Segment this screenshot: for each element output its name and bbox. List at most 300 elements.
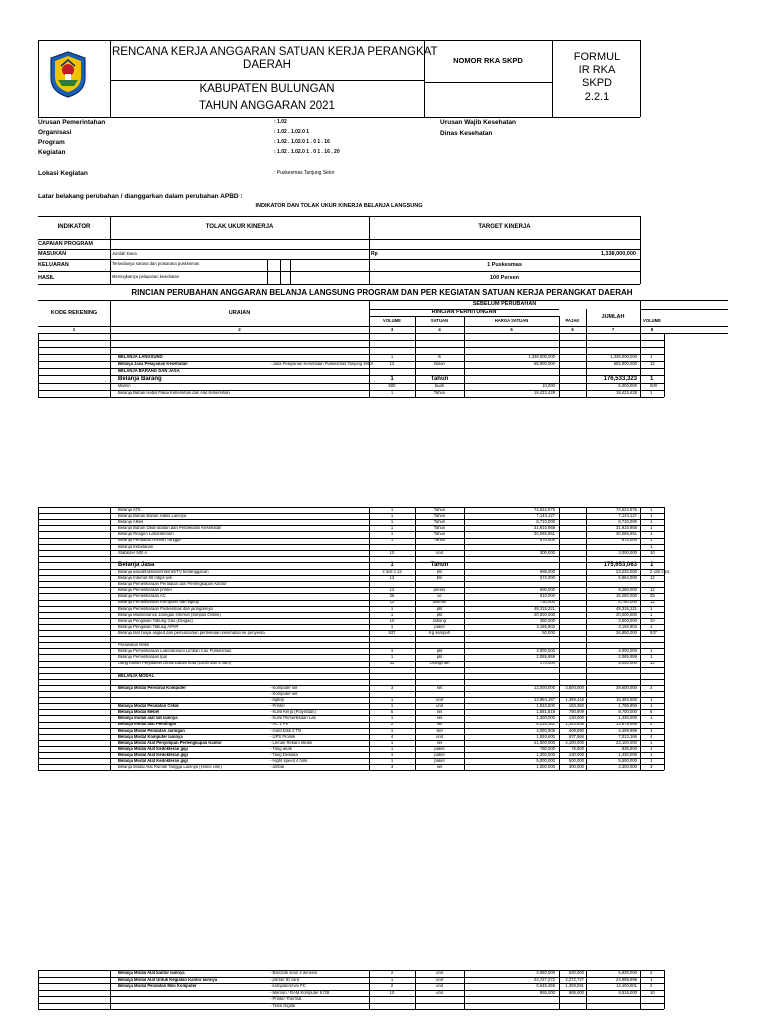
table-row-uraian: Belanja ATK [118, 506, 141, 512]
table-row-volume: 1 [390, 976, 394, 982]
table-row-volume: 1 [390, 605, 394, 611]
table-row-line [38, 347, 664, 348]
table-row-jumlah: 15,250,000 [616, 593, 637, 599]
table-row-pajak: 2,100,000 [565, 739, 584, 745]
table-row-line [38, 722, 664, 723]
table-row-line [38, 519, 664, 520]
table-row-jumlah: 8,760,000 [618, 599, 637, 605]
table-row-satuan: unit [436, 989, 443, 995]
table-row-uraian: Belanja Modal Peralatan Jaringan [118, 727, 185, 733]
indikator-row-label: MASUKAN [38, 251, 67, 257]
rincian-title: RINCIAN PERUBAHAN ANGGARAN BELANJA LANGSUNG PROGRAM DAN PER KEGIATAN SATUAN KERJA PERANGKAT DAERAH [131, 288, 633, 297]
table-row-line [38, 685, 664, 686]
table-row-note: - printer ID card [270, 976, 300, 982]
table-row-volume2: 2 [650, 721, 653, 727]
info-code-kegiatan: : 1.02 . 1.02.0 1 . 0 1 . 16 . 20 [274, 149, 340, 155]
table-row-harga: 74,522,975 [534, 506, 555, 512]
table-row-jumlah: 5,830,000 [618, 970, 637, 976]
table-row-line [38, 636, 664, 637]
table-col-line [38, 333, 39, 397]
table-row-jumlah: 5,440,000 [618, 660, 637, 666]
table-row-jumlah: 8,280,000 [618, 587, 637, 593]
table-row-satuan: Tahun [433, 519, 446, 525]
table-row-harga: 750,000 [539, 745, 555, 751]
table-row-uraian: Belanja Barang [118, 376, 162, 382]
table-row-line [38, 562, 664, 563]
table-row-satuan: unit/thn [432, 599, 447, 605]
table-row-uraian: BELANJA LANGSUNG [118, 354, 163, 360]
table-row-satuan: Orang/hari [429, 660, 450, 666]
table-col-line [110, 970, 111, 1009]
formulir-line2: IR RKA [578, 64, 616, 76]
table-row-volume2: 1 [650, 751, 653, 757]
table-col-line [559, 333, 560, 397]
table-row-note: - UPS Prolink [270, 733, 296, 739]
table-row-note: - Hard Disk 2 TB [270, 727, 301, 733]
table-row-harga: 20,000,000 [534, 611, 555, 617]
table-row-volume2: 1 [650, 739, 653, 745]
table-row-note: - komputer/mini PC [270, 983, 306, 989]
table-col-line [586, 333, 587, 397]
table-row-satuan: Tahun [433, 531, 446, 537]
table-row-volume2: 1 [650, 697, 653, 703]
table-row-satuan: Tahun [433, 513, 446, 519]
table-row-volume: 1 [390, 537, 394, 543]
table-row-harga: 1,338,000,000 [528, 354, 555, 360]
table-row-jumlah: 4,499,999 [618, 727, 637, 733]
formulir-line4: 2.2.1 [584, 91, 610, 103]
table-row-line [38, 361, 664, 362]
table-row-jumlah: 3,155,903 [618, 623, 637, 629]
table-row-harga: 18,423,428 [534, 390, 555, 396]
table-row-jumlah: 3,500,000 [618, 617, 637, 623]
table-row-jumlah: 26,850,000 [616, 629, 637, 635]
table-row-volume2: 2 unit x 12 [650, 568, 670, 574]
table-row-harga: 6,545,455 [536, 983, 555, 989]
col-number: 8 [650, 327, 654, 332]
table-row-line [38, 383, 664, 384]
table-row-uraian: Belanja Modal Alat Kedokteran gigi [118, 758, 188, 764]
table-row-harga: 30,086,851 [534, 531, 555, 537]
table-row-volume2: 12 [650, 599, 655, 605]
table-row-note: - Tensi Digital [270, 1002, 296, 1008]
table-row-volume2: 10 [650, 549, 655, 555]
table-row-satuan: Kg sampah [428, 629, 451, 635]
table-row-satuan: set [436, 721, 443, 727]
table-row-jumlah: 1,796,850 [618, 703, 637, 709]
table-row-uraian: Belanja Modal Alat Untuk Kegiatan Kantor lainnya [118, 976, 218, 982]
table-row-jumlah: 6,710,000 [618, 519, 637, 525]
table-row-jumlah: 15,393,583 [616, 697, 637, 703]
table-row-uraian: Belanja tarif biaya angkut dan pemusnahan perbekalan kesehatan ke penyedia [118, 629, 265, 635]
table-row-note: - Jasa Pelayanan Kesehatan Puskesmas Tanjung Selor [270, 361, 374, 367]
table-row-uraian: Belanja Jasa Pelayanan Kesehatan [118, 361, 188, 367]
table-row-volume2: 1 [650, 654, 653, 660]
table-row-uraian: Belanja Modal Alat kantor lainnya [118, 970, 185, 976]
table-row-line [38, 513, 664, 514]
table-row-jumlah: 1,338,000,000 [610, 354, 637, 360]
formulir-line3: SKPD [582, 77, 612, 89]
table-row-uraian: Belanja Modal Peralatan Mini Komputer [118, 983, 197, 989]
table-row-harga: 1,581,819 [536, 709, 555, 715]
indikator-target: 1,338,000,000 [600, 251, 636, 257]
table-row-volume: 1 [390, 513, 394, 519]
table-col-line [369, 970, 370, 1009]
table-row-uraian: Belanja kawat/faksimili/internet/TV berlangganan [118, 568, 209, 574]
table-row-line [38, 368, 664, 369]
kode-rekening-header: KODE REKENING [50, 310, 98, 316]
table-row-volume: 1 [390, 697, 394, 703]
table-row-line [38, 703, 664, 704]
table-row-line [38, 544, 664, 545]
table-row-uraian: Belanja Pemeliharaan Puskesmas dan jaringannya [118, 605, 213, 611]
table-row-volume2: 1 [650, 390, 653, 396]
table-row-harga: 3,155,903 [536, 623, 555, 629]
table-row-satuan: Tahun [433, 390, 446, 396]
table-row-line [38, 648, 664, 649]
table-row-jumlah: 825,600 [621, 745, 637, 751]
table-row-note: - Kursi Kerja (Polyrattan) [270, 709, 316, 715]
table-row-volume: 10 [389, 617, 395, 623]
table-row-jumlah: 13,679,998 [616, 721, 637, 727]
table-row-line [38, 661, 664, 662]
table-row-volume2: 3 [650, 684, 653, 690]
table-row-line [38, 697, 664, 698]
table-row-line [38, 715, 664, 716]
table-row-volume: 2 [390, 721, 394, 727]
header-title-line2: DAERAH [243, 59, 291, 71]
table-row-jumlah: 18,423,428 [616, 390, 637, 396]
table-row-volume: 10 [389, 989, 395, 995]
table-row-line [38, 612, 664, 613]
table-col-line [38, 507, 39, 770]
table-row-line [38, 740, 664, 741]
table-row-line [38, 746, 664, 747]
table-row-harga: 350,000 [539, 617, 555, 623]
table-row-satuan: pkt [436, 654, 443, 660]
col-number: 2 [238, 327, 241, 332]
table-row-volume: 1 [390, 751, 394, 757]
table-row-harga: 21,000,000 [534, 739, 555, 745]
table-row-jumlah: 5,000,000 [618, 383, 637, 389]
table-row-line [38, 1003, 664, 1004]
table-row-volume: 10 [389, 549, 395, 555]
formulir-line1: FORMUL [573, 51, 621, 63]
table-row-pajak: 130,000 [568, 751, 584, 757]
table-row-harga: 1,300,000 [536, 751, 555, 757]
table-row-pajak: 3,600,000 [565, 684, 584, 690]
table-row-harga: 66,900,000 [534, 361, 555, 367]
table-row-uraian: Belanja Bahan Bahan Habis Lainnya [118, 513, 187, 519]
table-col-line [415, 507, 416, 770]
table-col-line [586, 507, 587, 770]
table-row-pajak: 75,600 [571, 745, 584, 751]
table-row-volume2: 1 [650, 376, 654, 382]
table-col-line [640, 970, 641, 1009]
table-row-pajak: 163,350 [568, 703, 584, 709]
col-number: 4 [438, 327, 441, 332]
table-row-volume2: 1 [650, 745, 653, 751]
table-row-harga: 7,144,127 [536, 513, 555, 519]
table-row-pajak: 1,243,636 [565, 721, 584, 727]
table-row-volume2: 1 [650, 976, 653, 982]
table-row-volume2: 1 [650, 703, 653, 709]
table-row-satuan: set [436, 739, 443, 745]
table-row-uraian: Belanja Modal Alat Penyimpan Perlengkapan Kantor [118, 739, 222, 745]
satuan-header: SATUAN [430, 318, 449, 323]
table-row-satuan: unit [436, 970, 443, 976]
indikator-tolak: Meningkatnya pelayanan kesehatan [112, 274, 180, 279]
table-row-harga: 2,650,000 [536, 970, 555, 976]
table-row-note: - Tang Dewasa [270, 751, 298, 757]
table-row-line [38, 340, 664, 341]
table-row-satuan: paket [434, 751, 445, 757]
table-row-uraian: Belanja Internet 50 mbps wifi [118, 575, 172, 581]
header-tahun: TAHUN ANGGARAN 2021 [199, 100, 335, 112]
table-row-line [38, 575, 664, 576]
table-row-harga: 13,994,167 [534, 697, 555, 703]
table-row-pajak: 1,399,416 [565, 697, 584, 703]
table-row-satuan: unit [436, 703, 443, 709]
table-row-uraian: Uang harian Perjalanan Dinas Dalam kota (Lebih dari 8 Jam) [118, 660, 232, 666]
table-row-volume2: 1 [650, 727, 653, 733]
table-row-jumlah: 3,300,000 [618, 764, 637, 770]
table-row-line [38, 752, 664, 753]
table-row-line [38, 667, 664, 668]
table-row-harga: 2,065,959 [536, 654, 555, 660]
table-row-uraian: Belanja Kebidanan [118, 543, 154, 549]
table-row-volume: 1 [390, 376, 394, 382]
table-row-volume2: 537 [650, 629, 657, 635]
harga-satuan-header: HARGA SATUAN [494, 318, 529, 323]
table-col-line [464, 507, 465, 770]
table-row-line [38, 673, 664, 674]
indikator-rp-prefix: Rp [371, 251, 378, 257]
table-row-satuan: Tahun [430, 562, 449, 569]
col-number: 6 [571, 327, 574, 332]
table-row-harga: 6,710,000 [536, 519, 555, 525]
pajak-header: PAJAK [565, 318, 580, 323]
table-row-jumlah: 2,065,959 [618, 654, 637, 660]
table-row-uraian: Belanja Bahan Obat-obatan dan Perbekalan Kesehatan [118, 525, 222, 531]
table-row-harga: 22,727,272 [534, 976, 555, 982]
table-row-volume: 1 [390, 758, 394, 764]
table-row-harga: 1,300,000 [536, 715, 555, 721]
table-row-satuan: unit [436, 983, 443, 989]
table-row-line [38, 525, 664, 526]
table-row-satuan: Bulan [434, 361, 445, 367]
table-row-uraian: Mamin [118, 383, 131, 389]
table-row-note: - Memori / RAM Komputer 8 GB [270, 989, 330, 995]
table-row-uraian: Belanja Modal Komputer lainnya [118, 733, 183, 739]
table-row-satuan: set [436, 715, 443, 721]
table-row-pajak: 865,000 [568, 989, 584, 995]
table-row-note: - ambal [270, 764, 284, 770]
table-row-harga: 610,000 [539, 593, 555, 599]
indikator-row-label: CAPAIAN PROGRAM [38, 241, 93, 247]
table-row-uraian: Stabilizer 500 A [118, 549, 148, 555]
table-row-jumlah: 7,013,166 [618, 733, 637, 739]
table-row-harga: 31,915,958 [534, 525, 555, 531]
table-row-volume: 32 [389, 660, 395, 666]
table-row-note: - Lemari Rekam Medik [270, 739, 313, 745]
table-row-line [38, 556, 664, 557]
table-row-line [38, 654, 664, 655]
table-row-volume2: 10 [650, 989, 655, 995]
table-row-uraian: Belanja modal alat lab lainnya [118, 715, 178, 721]
table-row-satuan: set [436, 764, 443, 770]
table-row-volume: 1 [390, 648, 394, 654]
table-row-jumlah: 5,500,000 [618, 758, 637, 764]
table-row-jumlah: 20,000,000 [616, 611, 637, 617]
table-row-volume: 500 [388, 383, 396, 389]
table-row-volume2: 12 [650, 575, 655, 581]
table-row-volume: 1 [390, 531, 394, 537]
table-row-harga: 690,000 [539, 587, 555, 593]
table-row-satuan: unit [436, 976, 443, 982]
table-row-line [38, 630, 664, 631]
table-col-line [415, 970, 416, 1009]
table-row-jumlah: 8,700,000 [618, 709, 637, 715]
table-row-volume: 2 unit x 12 [382, 568, 402, 574]
table-row-line [38, 550, 664, 551]
table-row-line [38, 764, 664, 765]
table-row-volume: 2 [390, 970, 394, 976]
table-row-satuan: bln [436, 568, 443, 574]
table-row-note: - Kursi Pemeriksaan Lab [270, 715, 316, 721]
table-row-uraian: Belanja Pemeliharaan Ipal [118, 654, 167, 660]
table-row-uraian: Belanja Maintenance Jaringan Internet (Simpus Online) [118, 611, 221, 617]
table-row-volume: 1 [390, 354, 394, 360]
table-row-note: - Printer Thermal [270, 996, 302, 1002]
header-title-line1: RENCANA KERJA ANGGARAN SATUAN KERJA PERANGKAT [112, 46, 438, 58]
table-row-pajak: 409,090 [568, 727, 584, 733]
table-row-volume2: 1 [650, 513, 653, 519]
table-row-satuan: set [436, 709, 443, 715]
table-row-harga: 730,000 [539, 599, 555, 605]
table-row-satuan: Tahun [433, 537, 446, 543]
table-row-volume: 12 [389, 361, 395, 367]
table-row-uraian: Belanja Pemeliharaan Peralatan dan Perlengkapan Kantor [118, 581, 227, 587]
table-row-line [38, 758, 664, 759]
table-row-line [38, 709, 664, 710]
indikator-target: 100 Persen [489, 275, 520, 281]
table-row-harga: 968,000 [539, 568, 555, 574]
table-row-volume2: 1 [650, 531, 653, 537]
table-row-uraian: Belanja Modal Mebel [118, 709, 160, 715]
table-col-line [464, 970, 465, 1009]
table-row-volume2: 1 [650, 648, 653, 654]
table-row-line [38, 770, 664, 771]
table-row-line [38, 624, 664, 625]
table-row-uraian: Belanja Pengisian Tabung Gas (Divigas) [118, 617, 193, 623]
table-row-jumlah: 48,315,221 [616, 605, 637, 611]
table-row-volume2: 2 [650, 983, 653, 989]
table-col-line [38, 970, 39, 1009]
table-row-jumlah: 30,086,851 [616, 531, 637, 537]
table-row-uraian: BELANJA MODAL [118, 672, 155, 678]
table-row-volume: 1 [390, 562, 394, 569]
table-row-jumlah: 74,522,975 [616, 506, 637, 512]
table-row-satuan: paket [434, 745, 445, 751]
table-row-satuan: set [436, 684, 443, 690]
table-row-uraian: Belanja Modal Alat Kedokteran gigi [118, 751, 188, 757]
table-row-line [38, 996, 664, 997]
table-row-volume: 1 [390, 715, 394, 721]
table-row-line [38, 618, 664, 619]
table-row-jumlah: 670,000 [621, 537, 637, 543]
nomor-rka-label: NOMOR RKA SKPD [453, 56, 523, 65]
latar-belakang-text: Latar belakang perubahan / dianggarkan dalam perubahan APBD : [38, 193, 243, 200]
info-label-urusan: Urusan Pemerintahan [38, 119, 106, 126]
table-row-pajak: 500,000 [568, 758, 584, 764]
table-row-volume2: 1 [650, 611, 653, 617]
table-row-pajak: 530,000 [568, 970, 584, 976]
table-row-volume: 1 [390, 390, 394, 396]
table-row-volume2: 25 [650, 593, 655, 599]
table-row-volume: 1 [390, 739, 394, 745]
table-row-volume: 12 [389, 575, 395, 581]
table-row-satuan: bln [436, 575, 443, 581]
table-row-line [38, 507, 664, 508]
table-row-pajak: 790,909 [568, 709, 584, 715]
table-col-line [664, 507, 665, 770]
table-row-line [38, 600, 664, 601]
table-row-volume2: 1 [650, 543, 653, 549]
table-row-volume: 1 [390, 525, 394, 531]
table-row-line [38, 983, 664, 984]
table-row-satuan: Set [436, 727, 443, 733]
table-row-volume2: 1 [650, 537, 653, 543]
table-row-line [38, 581, 664, 582]
table-row-volume2: 1 [650, 758, 653, 764]
info-urusan-text: Urusan Wajib Kesehatan [440, 119, 516, 126]
table-row-jumlah: 3,000,000 [618, 549, 637, 555]
table-row-volume: 1 [390, 611, 394, 617]
info-lokasi-value: : Puskesmas Tanjung Selor [274, 170, 335, 176]
table-row-volume: 3 [390, 684, 394, 690]
table-row-line [38, 390, 664, 391]
table-row-harga: 5,000,000 [536, 758, 555, 764]
table-row-pajak: 130,000 [568, 715, 584, 721]
table-row-volume2: 2 [650, 970, 653, 976]
table-row-note: - Tang anak [270, 745, 292, 751]
table-row-volume: 1 [390, 623, 394, 629]
table-row-line [38, 691, 664, 692]
table-row-jumlah: 802,800,000 [613, 361, 637, 367]
table-row-satuan: pkt [436, 605, 443, 611]
table-row-note: - Printer [270, 703, 285, 709]
table-row-volume: 3 [390, 764, 394, 770]
table-row-jumlah: 6,864,000 [618, 575, 637, 581]
volume-header: VOLUME [383, 318, 401, 323]
bulungan-crest-logo [48, 50, 88, 98]
table-row-uraian: Perawatan Mobil [118, 642, 150, 648]
info-label-program: Program [38, 139, 65, 146]
table-row-volume2: 1 [650, 525, 653, 531]
table-row-line [38, 990, 664, 991]
table-row-volume2: 1 [650, 506, 653, 512]
table-row-jumlah: 23,232,000 [616, 568, 637, 574]
tolak-ukur-header: TOLAK UKUR KINERJA [205, 224, 274, 230]
table-row-volume2: 4 [650, 733, 653, 739]
info-label-kegiatan: Kegiatan [38, 149, 66, 156]
table-col-line [110, 333, 111, 397]
table-row-jumlah: 1,430,000 [618, 751, 637, 757]
table-row-volume2: 1 [650, 519, 653, 525]
table-row-jumlah: 175,653,063 [603, 562, 637, 569]
table-row-harga: 1,000,000 [536, 764, 555, 770]
